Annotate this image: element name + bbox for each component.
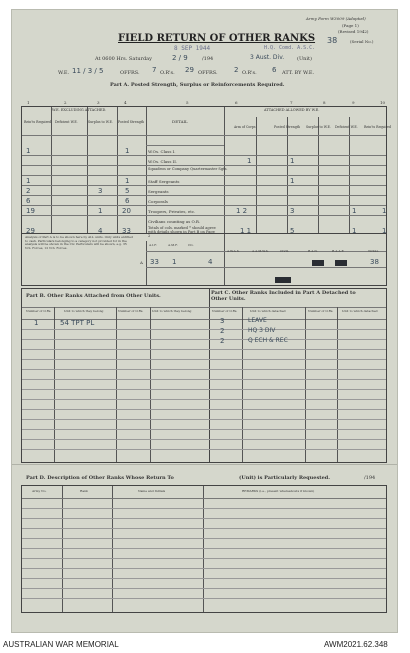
header-posted-r: Posted Strength [274, 125, 301, 129]
analysis-total: 38 [370, 258, 379, 266]
part-b-entry-num: 1 [34, 319, 39, 327]
part-c-header-num2: Number of O.Rs. [308, 309, 334, 313]
fold-line [12, 464, 398, 465]
col4-wo1: 1 [125, 147, 130, 155]
part-b-header-unit2: Unit to which they belong [152, 309, 192, 313]
col7-troopers: 3 [290, 207, 295, 215]
col-number-9: 9 [352, 100, 355, 105]
part-d-table [21, 485, 387, 613]
col1-cpls: 6 [26, 197, 31, 205]
serial-label: (Serial No.) [350, 39, 374, 44]
part-c-entry-unit-3: Q ECH & REC [248, 337, 288, 344]
we-value: 11 / 3 / 5 [72, 67, 104, 75]
analysis-header-aif: A.I.F. [149, 243, 157, 247]
col-number-3: 3 [97, 100, 100, 105]
header-reints-r: Rein'ts Required [364, 125, 392, 129]
analysis-notes: Analysis of Part A is to be shown here by ALL units. Only units entitled to cash. Particulars belonging to a category not provided for in the analysis will be shown in the Civ. Particulars will be shown, e.g. 35 N.S. Forces, 12 N.S. Forces. [25, 235, 133, 250]
part-c-entry-unit-2: HQ 3 DIV [248, 327, 276, 334]
col4-totals: 33 [122, 227, 131, 235]
col-number-5: 5 [186, 100, 189, 105]
detail-ssgts: Staff Sergeants [148, 179, 180, 184]
col-number-2: 2 [64, 100, 67, 105]
part-b-title: Part B. Other Ranks Attached from Other Units. [26, 293, 161, 299]
analysis-a-aif: 33 [150, 258, 159, 266]
col6-totals: 1 1 [240, 227, 252, 235]
page-number: (Page 1) [342, 23, 359, 28]
offrs2-value: 2 [234, 66, 239, 74]
unit-handwritten: 3 Aust. Div. [250, 54, 285, 61]
col-number-7: 7 [290, 100, 293, 105]
date-handwritten: 2 / 9 [172, 54, 188, 62]
year-label: /194 [202, 56, 214, 62]
col-number-8: 8 [323, 100, 326, 105]
form-page [11, 9, 398, 633]
footer-accession: AWM2021.62.348 [324, 640, 388, 649]
part-a-table [21, 106, 387, 286]
form-title: FIELD RETURN OF OTHER RANKS [118, 33, 316, 44]
col4-troopers: 20 [122, 207, 131, 215]
detail-totals: Totals of cols. marked * should agree with details shown in Part B on Page 2 [148, 226, 216, 239]
ors2-value: 6 [272, 66, 277, 74]
col7-totals: 5 [290, 227, 295, 235]
col4-cpls: 6 [125, 197, 130, 205]
part-d-header-name: Name and Initials [138, 489, 166, 493]
col-number-1: 1 [27, 100, 30, 105]
header-arm: Arm of Corps [234, 125, 256, 129]
at-line: At 0600 Hrs. Saturday [95, 56, 152, 62]
part-d-title2: (Unit) is Particularly Requested. [239, 475, 331, 481]
col3-totals: 4 [98, 227, 103, 235]
we-excluding-header: W.E. EXCLUDING ATTACHED. [52, 108, 107, 112]
detail-troopers: Troopers, Privates, etc. [148, 209, 196, 214]
part-b-entry-unit: 54 TPT PL [60, 319, 95, 327]
col1-wo1: 1 [26, 147, 31, 155]
offrs-label: OFFRS. [120, 70, 140, 76]
analysis-header-amf: A.M.F. [168, 243, 178, 247]
col10-troopers: 1 [382, 207, 387, 215]
col10-totals: 1 [382, 227, 387, 235]
header-surplus-r: Surplus to W.E. [306, 125, 331, 129]
header-posted: Posted Strength [118, 120, 145, 124]
we-label: W.E. [58, 70, 70, 76]
part-c-header-unit2: Unit to which detached [342, 309, 378, 313]
col7-wo2: 1 [290, 157, 295, 165]
analysis-row-a-label: A [140, 260, 143, 265]
offrs-value: 7 [152, 66, 157, 74]
revised-date: (Revised 1942) [338, 29, 369, 34]
attached-header: ATTACHED ALLOWED BY W.E. [264, 108, 320, 112]
part-d-header-remarks: REMARKS (i.e., present whereabouts if known) [242, 489, 315, 493]
analysis-a-civ: 4 [208, 258, 213, 266]
col9-totals: 1 [352, 227, 357, 235]
footer-institution: AUSTRALIAN WAR MEMORIAL [3, 640, 119, 649]
col1-totals: 29 [26, 227, 35, 235]
header-surplus: Surplus to W.E. [88, 120, 113, 124]
analysis-header-aamws: A.A.M.W.S. [252, 249, 269, 253]
part-d-year: /194 [364, 475, 376, 481]
col3-sgts: 3 [98, 187, 103, 195]
analysis-a-amf: 1 [172, 258, 177, 266]
redaction-mark [335, 260, 347, 266]
serial-number: 38 [327, 36, 338, 45]
header-reints: Rein'ts Required [24, 120, 52, 124]
att-label: ATT. BY W.E. [282, 70, 315, 76]
detail-sgts: Sergeants [148, 189, 169, 194]
col7-ssgts: 1 [290, 177, 295, 185]
header-deficient-r: Deficient W.E. [335, 125, 358, 129]
analysis-header-total: TOTAL [368, 249, 379, 253]
part-c-header-unit: Unit to which detached [250, 309, 286, 313]
date-stamp: 8 SEP 1944 [174, 45, 211, 52]
unit-stamp: H.Q. Comd. A.S.C. [264, 45, 316, 51]
part-bc-table [21, 288, 387, 463]
footer-bar [0, 637, 410, 653]
detail-cqms: Squadron or Company Quartermaster Sgts. [148, 167, 228, 171]
analysis-header-civil: CIVIL [280, 249, 289, 253]
col1-sgts: 2 [26, 187, 31, 195]
form-reference: Army Form W3009 (Adapted) [306, 16, 366, 21]
detail-wo2: W.Os. Class II. [148, 159, 178, 164]
part-d-title: Part D. Description of Other Ranks Whose Return To [26, 475, 174, 481]
col1-troopers: 19 [26, 207, 35, 215]
part-b-header-num2: Number of O.Rs. [118, 309, 144, 313]
analysis-header-civ: Civ. [188, 243, 194, 247]
offrs2-label: OFFRS. [198, 70, 218, 76]
part-c-title: Part C. Other Ranks Included in Part A Detached to Other Units. [211, 290, 356, 303]
col6-wo2: 1 [247, 157, 252, 165]
ors-value: 29 [185, 66, 194, 74]
ors-label: O.R's. [160, 70, 175, 76]
part-c-entry-num-2: 2 [220, 327, 225, 335]
detail-cpls: Corporals [148, 199, 168, 204]
part-b-header-num: Number of O.Rs. [26, 309, 52, 313]
detail-wo1: W.Os. Class I. [148, 149, 176, 154]
part-d-header-rank: Rank [80, 489, 88, 493]
detail-civilians: Civilians counting as O.R. [148, 219, 201, 224]
redaction-mark [312, 260, 324, 266]
part-c-entry-unit-1: LEAVE [248, 317, 267, 324]
redaction-mark [275, 277, 291, 283]
part-c-entry-num-1: 3 [220, 317, 225, 325]
part-c-entry-num-3: 2 [220, 337, 225, 345]
col6-troopers: 1 2 [236, 207, 248, 215]
ors2-label: O.R's. [242, 70, 257, 76]
col4-sgts: 5 [125, 187, 130, 195]
analysis-header-ran: R.A.N. [308, 249, 318, 253]
part-d-header-army-no: Army No. [32, 489, 47, 493]
unit-label: (Unit) [297, 56, 312, 62]
col3-troopers: 1 [98, 207, 103, 215]
detail-header: DETAIL [172, 119, 188, 124]
col-number-10: 10 [380, 100, 386, 105]
col-number-6: 6 [235, 100, 238, 105]
col1-ssgts: 1 [26, 177, 31, 185]
col9-troopers: 1 [352, 207, 357, 215]
col4-ssgts: 1 [125, 177, 130, 185]
part-c-header-num: Number of O.Rs. [212, 309, 238, 313]
analysis-header-awas: A.W.A.S. [227, 249, 240, 253]
analysis-header-raaf: R.A.A.F. [332, 249, 345, 253]
part-b-header-unit: Unit to which they belong [64, 309, 104, 313]
col-number-4: 4 [124, 100, 127, 105]
part-a-title: Part A. Posted Strength, Surplus or Reinforcements Required. [110, 82, 285, 88]
header-deficient: Deficient W.E. [55, 120, 78, 124]
